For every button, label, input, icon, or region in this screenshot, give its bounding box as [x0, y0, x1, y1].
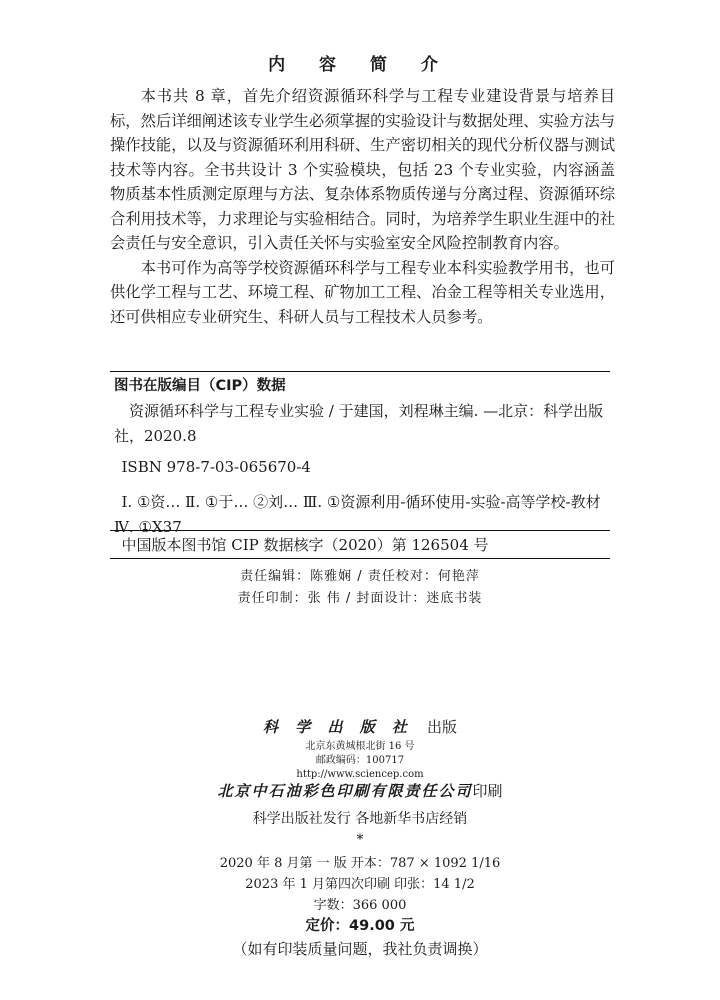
cip-record: 资源循环科学与工程专业实验 / 于建国，刘程琳主编. —北京：科学出版社，2020.8	[114, 402, 604, 445]
printer-logo: 北京中石油彩色印刷有限责任公司	[217, 782, 473, 800]
printer-line	[0, 780, 720, 801]
intro-paragraph-2: 本书可作为高等学校资源循环科学与工程专业本科实验教学用书，也可供化学工程与工艺、环境工程、矿物加工工程、冶金工程等相关专业选用，还可供相应专业研究生、科研人员与工程技术人员参考。	[110, 258, 615, 326]
cip-heading: 图书在版编目（CIP）数据	[114, 378, 286, 394]
cip-classification: Ⅰ. ①资… Ⅱ. ①于… ②刘… Ⅲ. ①资源利用-循环使用-实验-高等学校-教材 Ⅳ. ①X37	[114, 493, 601, 536]
cip-verification: 中国版本图书馆 CIP 数据核字（2020）第 126504 号	[121, 536, 489, 554]
word-count: 字数：366 000	[313, 898, 407, 913]
publisher-line	[0, 716, 720, 737]
cip-block	[114, 374, 610, 540]
cip-verification-line	[114, 533, 610, 558]
intro-paragraph-1: 本书共 8 章，首先介绍资源循环科学与工程专业建设背景与培养目标，然后详细阐述该专业学生必须掌握的实验设计与数据处理、实验方法与操作技能，以及与资源循环利用科研、生产密切相关的现代分析仪器与测试技术等内容。全书共设计 3 个实验模块，包括 23 个专业实验，内容涵盖物质基本性质测定原理与方法、复杂体系物质传递与分离过程、资源循环综合利用技术等，力求理论与实验相结合。同时，为培养学生职业生涯中的社会责任与安全意识，引入责任关怀与实验室安全风险控制教育内容。	[110, 87, 615, 252]
credits	[0, 566, 720, 610]
publisher-logo: 科 学 出 版 社	[263, 718, 413, 736]
publisher-url: http://www.sciencep.com	[296, 769, 424, 780]
distribution-line: 科学出版社发行 各地新华书店经销	[252, 811, 468, 827]
intro-text	[110, 84, 615, 329]
cip-middle-rule	[110, 530, 610, 531]
intro-title: 内 容 简 介	[268, 55, 452, 75]
credits-line-2: 责任印制：张 伟 / 封面设计：迷底书装	[237, 591, 483, 606]
edition-line-1: 2020 年 8 月第 一 版 开本：787 × 1092 1/16	[219, 856, 501, 871]
edition-line-2: 2023 年 1 月第四次印刷 印张：14 1/2	[245, 877, 475, 892]
cip-bottom-rule	[110, 558, 610, 559]
price: 定价：49.00 元	[305, 918, 415, 934]
cip-isbn: ISBN 978-7-03-065670-4	[121, 458, 311, 476]
separator-star: *	[356, 832, 364, 848]
credits-line-1: 责任编辑：陈雅娴 / 责任校对：何艳萍	[240, 569, 480, 584]
printer-verb: 印刷	[472, 782, 503, 800]
quality-note: （如有印装质量问题，我社负责调换）	[232, 940, 488, 958]
publisher-postcode: 邮政编码：100717	[315, 755, 405, 766]
cip-top-rule	[110, 371, 610, 372]
publisher-address: 北京东黄城根北街 16 号	[305, 741, 415, 752]
publisher-verb: 出版	[426, 718, 457, 736]
